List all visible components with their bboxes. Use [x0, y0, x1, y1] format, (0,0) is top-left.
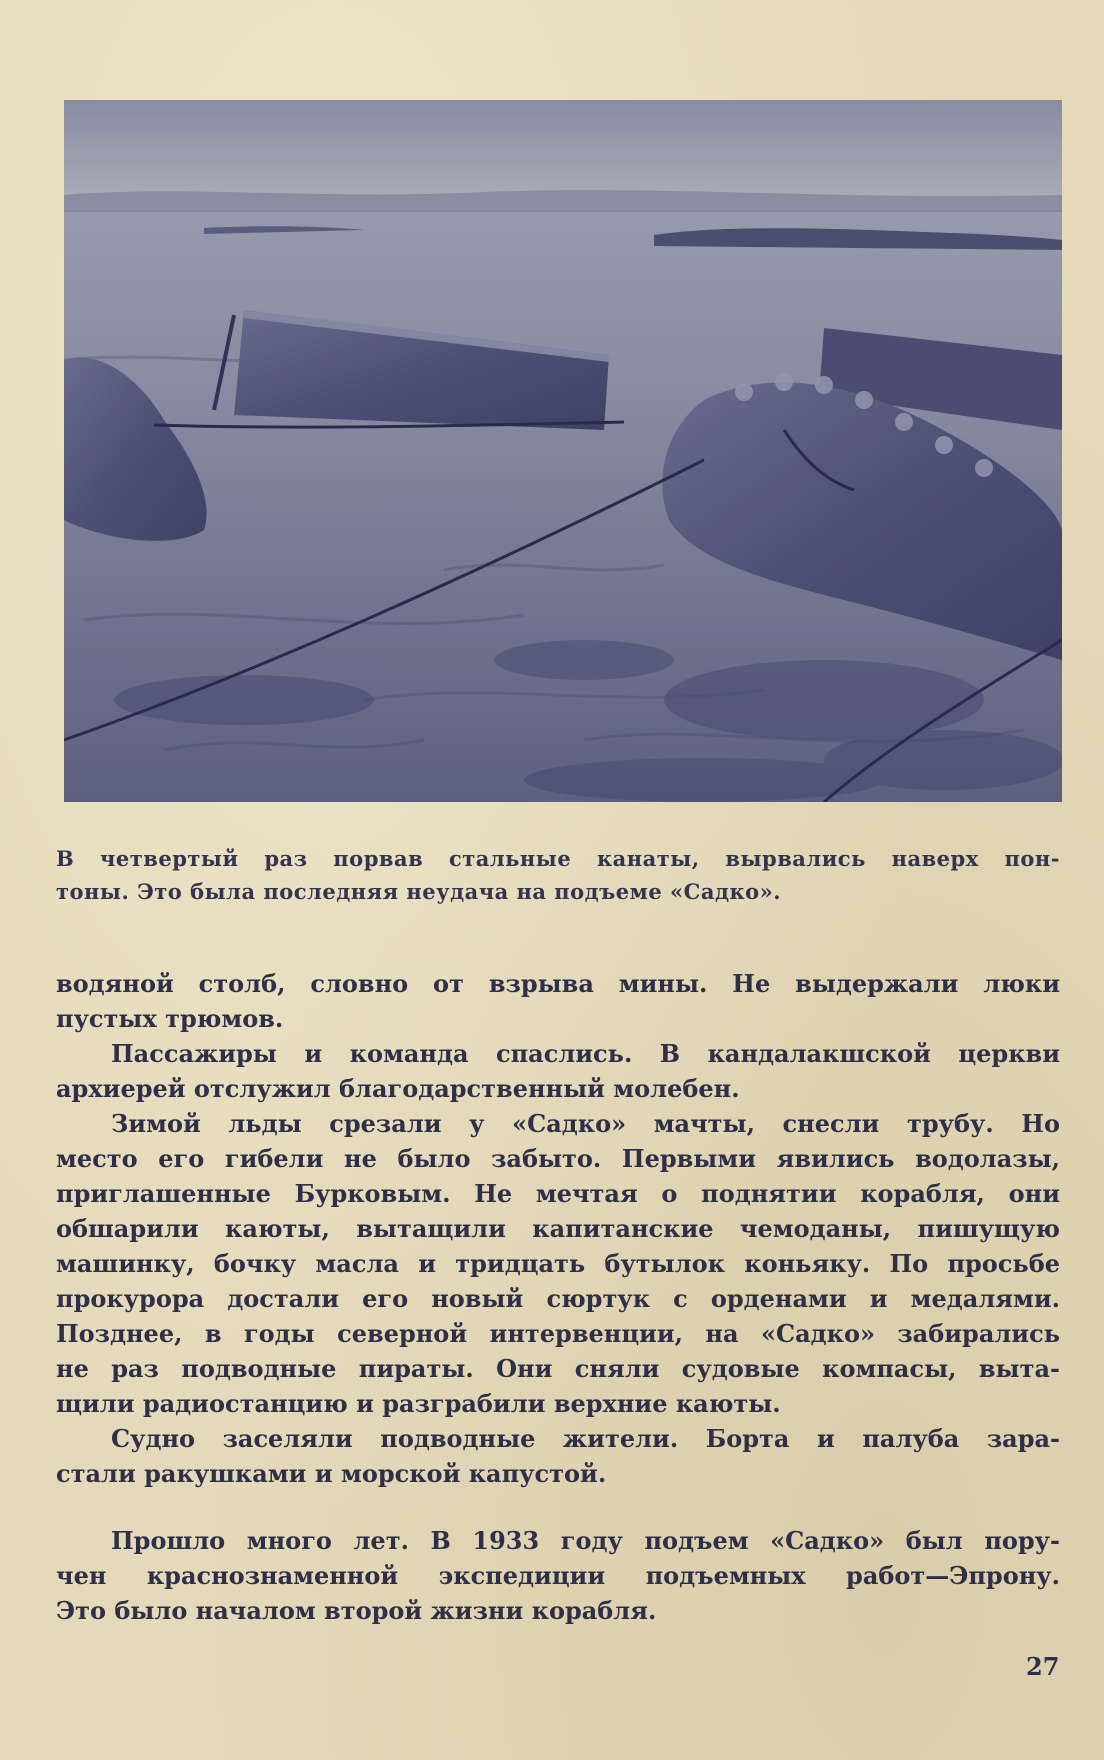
- photo-pontoons: [64, 100, 1062, 802]
- text-line: машинку, бочку масла и тридцать бутылок коньяку. По просьбе: [56, 1249, 1060, 1278]
- paragraph-gap: [56, 1491, 1060, 1523]
- caption-line: тоны. Это была последняя неудача на подъеме «Садко».: [56, 879, 782, 904]
- text-line: водяной столб, словно от взрыва мины. Не выдержали люки: [56, 969, 1060, 998]
- text-line: архиерей отслужил благодарственный молебен.: [56, 1074, 740, 1103]
- body-text: [56, 966, 1060, 1628]
- text-line: прокурора достали его новый сюртук с орденами и медалями.: [56, 1284, 1060, 1313]
- text-line: Судно заселяли подводные жители. Борта и палуба зара-: [111, 1424, 1060, 1453]
- text-line: обшарили каюты, вытащили капитанские чемоданы, пишущую: [56, 1214, 1060, 1243]
- text-line: приглашенные Бурковым. Не мечтая о поднятии корабля, они: [56, 1179, 1060, 1208]
- text-line: щили радиостанцию и разграбили верхние каюты.: [56, 1389, 781, 1418]
- text-line: стали ракушками и морской капустой.: [56, 1459, 607, 1488]
- text-line: Прошло много лет. В 1933 году подъем «Садко» был пору-: [111, 1526, 1060, 1555]
- page-number: 27: [1026, 1652, 1060, 1681]
- text-line: Позднее, в годы северной интервенции, на «Садко» забирались: [56, 1319, 1060, 1348]
- photo-pontoons-icon: [64, 100, 1062, 802]
- text-line: чен краснознаменной экспедиции подъемных работ—Эпрону.: [56, 1561, 1060, 1590]
- text-line: пустых трюмов.: [56, 1004, 284, 1033]
- text-line: Пассажиры и команда спаслись. В кандалакшской церкви: [111, 1039, 1060, 1068]
- text-line: место его гибели не было забыто. Первыми явились водолазы,: [56, 1144, 1060, 1173]
- text-line: Это было началом второй жизни корабля.: [56, 1596, 657, 1625]
- caption-line: В четвертый раз порвав стальные канаты, вырвались наверх пон-: [56, 846, 1060, 871]
- text-line: не раз подводные пираты. Они сняли судовые компасы, выта-: [56, 1354, 1060, 1383]
- text-line: Зимой льды срезали у «Садко» мачты, снесли трубу. Но: [111, 1109, 1060, 1138]
- photo-caption: [56, 842, 1060, 908]
